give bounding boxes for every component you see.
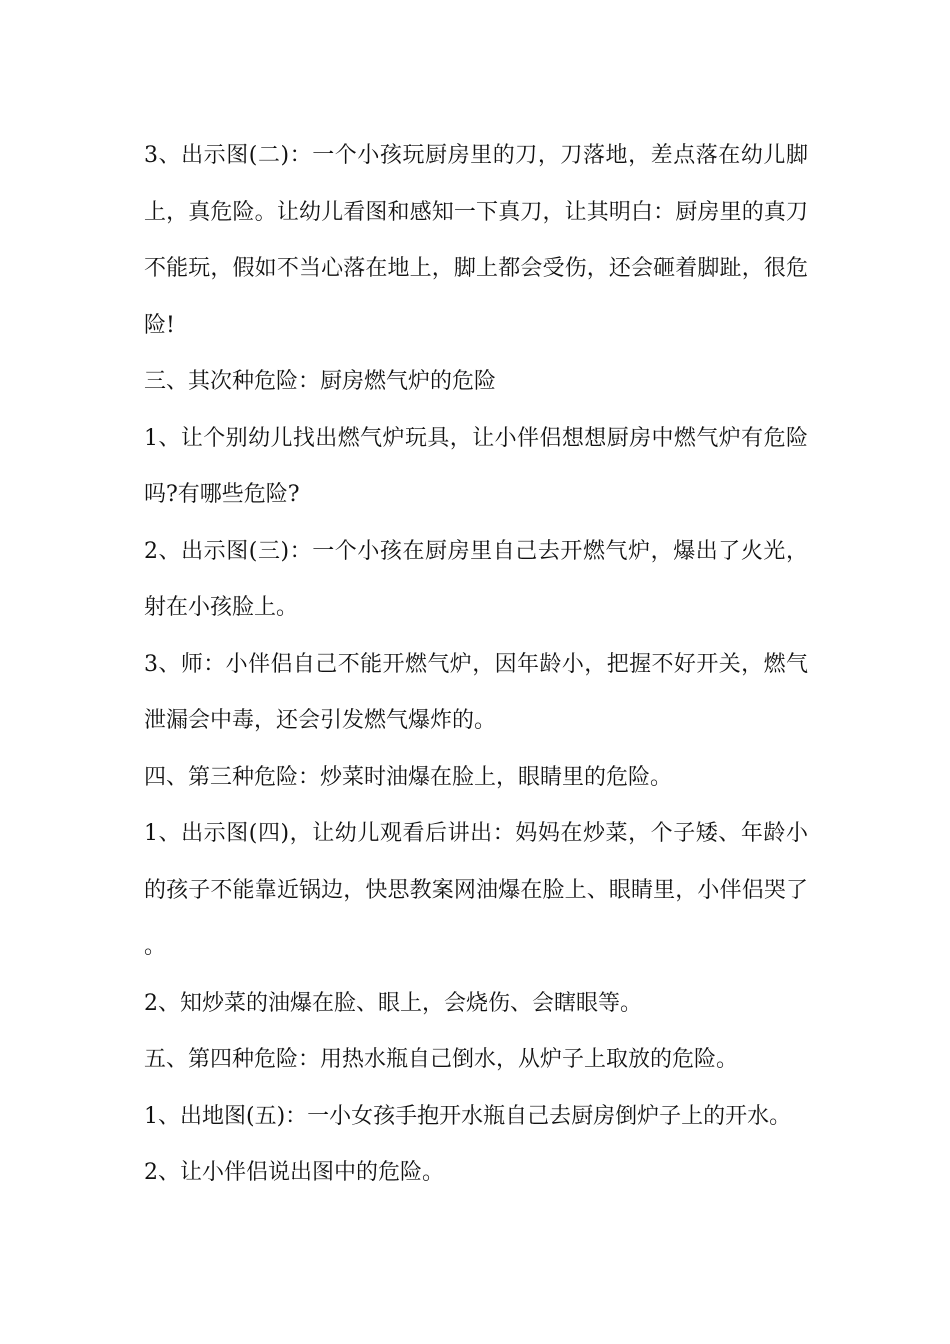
paragraph-picture-five: 1、出地图(五)：一小女孩手抱开水瓶自己去厨房倒炉子上的开水。	[144, 1103, 792, 1129]
paragraph-picture-four: 1、出示图(四)，让幼儿观看后讲出：妈妈在炒菜，个子矮、年龄小的孩子不能靠近锅边，快思教案网油爆在脸上、眼睛里，小伴侣哭了。	[144, 821, 808, 959]
paragraph-picture-three: 2、出示图(三)：一个小孩在厨房里自己去开燃气炉，爆出了火光，射在小孩脸上。	[144, 538, 808, 620]
heading-gas-stove-danger: 三、其次种危险：厨房燃气炉的危险	[144, 369, 497, 394]
document-body	[144, 128, 808, 1202]
heading-oil-splash-danger: 四、第三种危险：炒菜时油爆在脸上，眼睛里的危险。	[144, 764, 673, 790]
paragraph-knife-danger: 3、出示图(二)：一个小孩玩厨房里的刀，刀落地，差点落在幼儿脚上，真危险。让幼儿看图和感知一下真刀，让其明白：厨房里的真刀不能玩，假如不当心落在地上，脚上都会受伤，还会砸着脚趾，很危险!	[144, 143, 808, 338]
paragraph-find-gas-stove: 1、让个别幼儿找出燃气炉玩具，让小伴侣想想厨房中燃气炉有危险吗?有哪些危险?	[144, 425, 808, 507]
heading-hot-water-danger: 五、第四种危险：用热水瓶自己倒水，从炉子上取放的危险。	[144, 1047, 739, 1072]
paragraph-teacher-gas: 3、师：小伴侣自己不能开燃气炉，因年龄小，把握不好开关，燃气泄漏会中毒，还会引发燃气爆炸的。	[144, 651, 808, 733]
paragraph-oil-burn: 2、知炒菜的油爆在脸、眼上，会烧伤、会瞎眼等。	[144, 990, 642, 1016]
paragraph-say-danger: 2、让小伴侣说出图中的危险。	[144, 1160, 444, 1185]
